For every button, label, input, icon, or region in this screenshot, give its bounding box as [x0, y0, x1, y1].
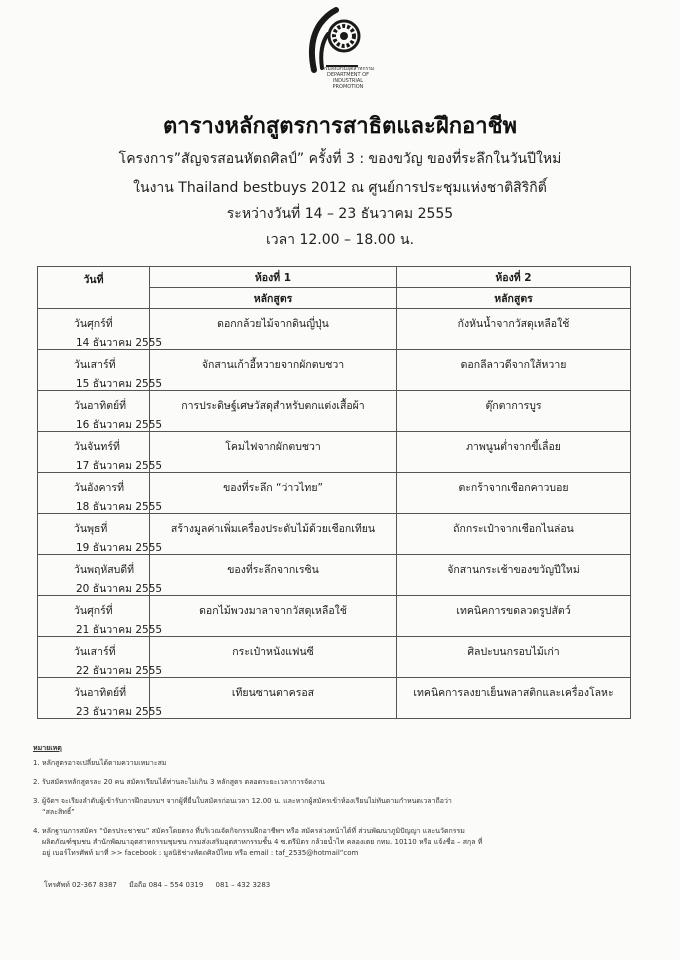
header-day: วันที่	[38, 267, 150, 309]
day-cell	[38, 432, 163, 473]
note-number: 4.	[33, 827, 40, 835]
agency-name-en: DEPARTMENT OF INDUSTRIAL PROMOTION	[327, 72, 369, 90]
note-line: รับสมัครหลักสูตรละ 20 คน สมัครเรียนได้ท่านละไม่เกิน 3 หลักสูตร ตลอดระยะเวลาการจัดงาน	[42, 778, 325, 786]
day-date: 14 ธันวาคม 2555	[76, 337, 163, 349]
room-1-course: ดอกไม้พวงมาลาจากวัสดุเหลือใช้	[150, 596, 397, 637]
day-name: วันศุกร์ที่	[74, 318, 113, 330]
agency-name	[318, 66, 378, 90]
room-2-course: ตุ๊กตาการบูร	[397, 391, 631, 432]
day-name: วันเสาร์ที่	[74, 359, 116, 371]
day-cell	[38, 391, 163, 432]
day-cell	[38, 555, 163, 596]
day-name: วันจันทร์ที่	[74, 441, 120, 453]
room-2-course: ตะกร้าจากเชือกคาวบอย	[397, 473, 631, 514]
day-date: 20 ธันวาคม 2555	[76, 583, 163, 595]
note-number: 2.	[33, 778, 40, 786]
header-room-2: ห้องที่ 2	[397, 267, 631, 288]
room-1-course: การประดิษฐ์เศษวัสดุสำหรับตกแต่งเสื้อผ้า	[150, 391, 397, 432]
header-course-2: หลักสูตร	[397, 288, 631, 309]
room-2-course: จักสานกระเช้าของขวัญปีใหม่	[397, 555, 631, 596]
room-2-course: ภาพนูนต่ำจากขี้เลื่อย	[397, 432, 631, 473]
day-cell	[38, 596, 163, 637]
room-2-course: เทคนิคการขดลวดรูปสัตว์	[397, 596, 631, 637]
table-row	[38, 432, 631, 473]
agency-name-th: กรมส่งเสริมอุตสาหกรรม	[321, 66, 375, 72]
room-1-course: โคมไฟจากผักตบชวา	[150, 432, 397, 473]
room-2-course: ดอกลีลาวดีจากใส้หวาย	[397, 350, 631, 391]
note-line: หลักฐานการสมัคร “บัตรประชาชน” สมัครโดยตรง ที่บริเวณจัดกิจกรรมฝึกอาชีพฯ หรือ สมัครล่วงหน้าได้ที่ ส่วนพัฒนาภูมิปัญญา และนวัตกรรม	[42, 827, 465, 835]
table-row	[38, 678, 631, 719]
day-date: 16 ธันวาคม 2555	[76, 419, 163, 431]
day-cell	[38, 309, 163, 350]
day-name: วันพฤหัสบดีที่	[74, 564, 135, 576]
mobile-number-2: 081 – 432 3283	[215, 881, 271, 889]
event-dates: ระหว่างวันที่ 14 – 23 ธันวาคม 2555	[226, 206, 454, 222]
day-date: 21 ธันวาคม 2555	[76, 624, 163, 636]
day-date: 18 ธันวาคม 2555	[76, 501, 163, 513]
day-cell	[38, 473, 163, 514]
phone-number: โทรศัพท์ 02-367 8387	[44, 881, 117, 889]
day-name: วันอาทิตย์ที่	[74, 687, 127, 699]
notes-section	[33, 743, 653, 859]
note-item	[33, 777, 653, 788]
room-1-course: ของที่ระลึก “ว่าวไทย”	[150, 473, 397, 514]
room-2-course: ศิลปะบนกรอบไม้เก่า	[397, 637, 631, 678]
day-date: 19 ธันวาคม 2555	[76, 542, 163, 554]
day-date: 15 ธันวาคม 2555	[76, 378, 163, 390]
page-title: ตารางหลักสูตรการสาธิตและฝึกอาชีพ	[162, 114, 518, 139]
room-1-course: สร้างมูลค่าเพิ่มเครื่องประดับไม้ด้วยเชือกเทียน	[150, 514, 397, 555]
room-2-course: ถักกระเป๋าจากเชือกไนล่อน	[397, 514, 631, 555]
table-row	[38, 596, 631, 637]
day-date: 17 ธันวาคม 2555	[76, 460, 163, 472]
notes-title: หมายเหตุ	[33, 744, 62, 752]
table-row	[38, 514, 631, 555]
note-line: อยู่ เบอร์โทรศัพท์ มาที่ >> facebook : มูลนิธิช่างหัตถศิลป์ไทย หรือ email : taf_2535@hotmail”com	[42, 849, 359, 857]
day-cell	[38, 678, 163, 719]
event-time: เวลา 12.00 – 18.00 น.	[265, 232, 415, 248]
table-row	[38, 391, 631, 432]
day-name: วันพุธที่	[74, 523, 108, 535]
day-name: วันอาทิตย์ที่	[74, 400, 127, 412]
note-line: ผลิตภัณฑ์ชุมชน สำนักพัฒนาอุตสาหกรรมชุมชน กรมส่งเสริมอุตสาหกรรมชั้น 4 ซ.ตรีมิตร กล้วยน้ำไท คลองเตย กทม. 10110 หรือ แจ้งชื่อ – สกุล ที่	[42, 838, 483, 846]
note-item	[33, 758, 653, 769]
table-row	[38, 309, 631, 350]
day-date: 23 ธันวาคม 2555	[76, 706, 163, 718]
day-name: วันอังคารที่	[74, 482, 124, 494]
mobile-number: มือถือ 084 – 554 0319	[129, 881, 204, 889]
day-name: วันเสาร์ที่	[74, 646, 116, 658]
contact-line	[44, 880, 280, 891]
project-subtitle: โครงการ”สัญจรสอนหัตถศิลป์” ครั้งที่ 3 : ของขวัญ ของที่ระลึกในวันปีใหม่	[118, 151, 562, 167]
note-number: 3.	[33, 797, 40, 805]
day-cell	[38, 350, 163, 391]
note-line: “สละสิทธิ์”	[42, 808, 75, 816]
day-cell	[38, 637, 163, 678]
day-name: วันศุกร์ที่	[74, 605, 113, 617]
note-item	[33, 796, 653, 818]
table-row	[38, 473, 631, 514]
note-line: ผู้จัดฯ จะเรียงลำดับผู้เข้ารับการฝึกอบรมฯ จากผู้ที่ยื่นใบสมัครก่อนเวลา 12.00 น. และหากผู้สมัครเข้าห้องเรียนไม่ทันตามกำหนดเวลาถือว่า	[42, 797, 452, 805]
note-line: หลักสูตรอาจเปลี่ยนได้ตามความเหมาะสม	[42, 759, 167, 767]
header-course-1: หลักสูตร	[150, 288, 397, 309]
room-1-course: เทียนซานตาครอส	[150, 678, 397, 719]
header-room-1: ห้องที่ 1	[150, 267, 397, 288]
day-date: 22 ธันวาคม 2555	[76, 665, 163, 677]
room-1-course: จักสานเก้าอี้หวายจากผักตบชวา	[150, 350, 397, 391]
room-1-course: กระเป๋าหนังแฟนซี	[150, 637, 397, 678]
day-cell	[38, 514, 163, 555]
note-number: 1.	[33, 759, 40, 767]
room-2-course: เทคนิคการลงยาเย็นพลาสติกและเครื่องโลหะ	[397, 678, 631, 719]
event-venue: ในงาน Thailand bestbuys 2012 ณ ศูนย์การประชุมแห่งชาติสิริกิติ์	[133, 180, 547, 196]
note-item	[33, 826, 653, 859]
table-row	[38, 637, 631, 678]
room-1-course: ของที่ระลึกจากเรซิน	[150, 555, 397, 596]
schedule-table	[37, 266, 631, 719]
room-1-course: ดอกกล้วยไม้จากดินญี่ปุ่น	[150, 309, 397, 350]
table-row	[38, 350, 631, 391]
room-2-course: กังหันน้ำจากวัสดุเหลือใช้	[397, 309, 631, 350]
table-row	[38, 555, 631, 596]
